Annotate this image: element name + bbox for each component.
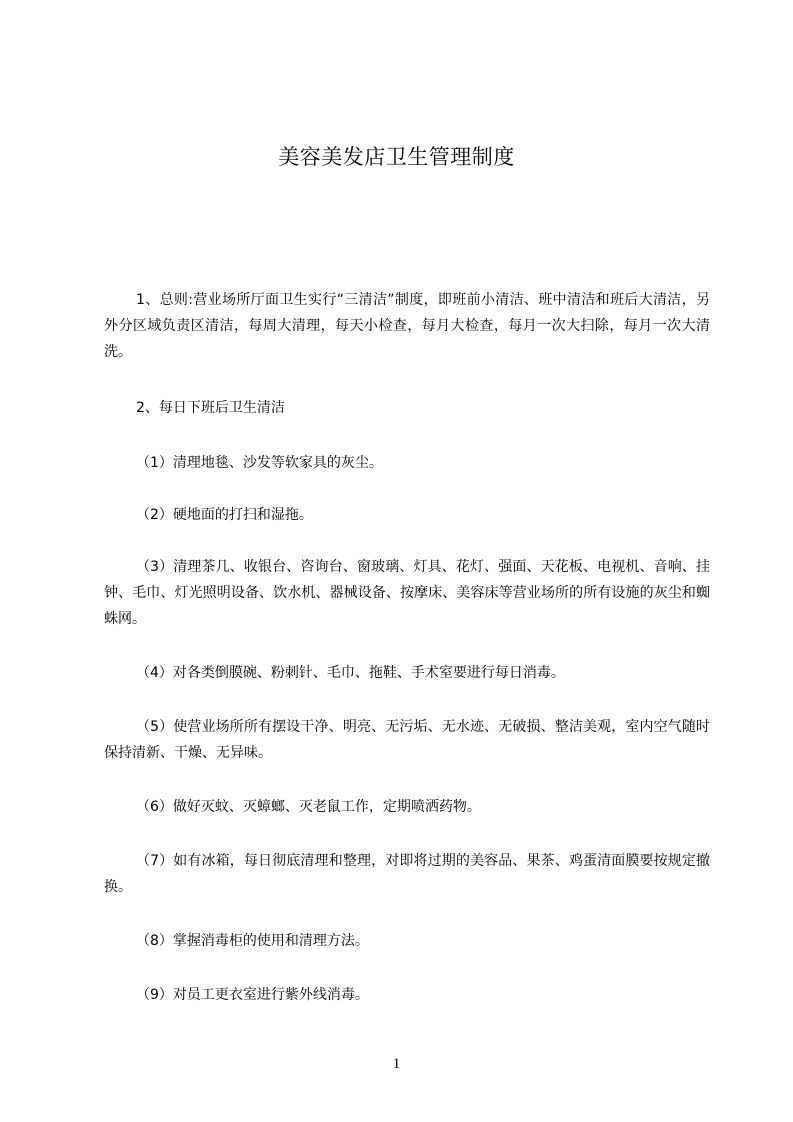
paragraph-item-3: （3）清理茶几、收银台、咨询台、窗玻璃、灯具、花灯、强面、天花板、电视机、音响、挂钟、毛巾、灯光照明设备、饮水机、器械设备、按摩床、美容床等营业场所的所有设施的灰尘和蜘蛛网。: [104, 559, 710, 627]
paragraph-daily-cleaning-heading: 2、每日下班后卫生清洁: [136, 400, 285, 416]
paragraph-item-7: （7）如有冰箱，每日彻底清理和整理，对即将过期的美容品、果茶、鸡蛋清面膜要按规定撤换。: [104, 853, 710, 895]
paragraph-item-9: （9）对员工更衣室进行紫外线消毒。: [136, 987, 369, 1003]
page-number: 1: [392, 1056, 401, 1072]
paragraph-item-1: （1）清理地毯、沙发等软家具的灰尘。: [136, 455, 383, 471]
document-title: 美容美发店卫生管理制度: [278, 145, 515, 169]
paragraph-item-4: （4）对各类倒膜碗、粉刺针、毛巾、拖鞋、手术室要进行每日消毒。: [136, 665, 565, 681]
paragraph-item-6: （6）做好灭蚊、灭蟑螂、灭老鼠工作，定期喷洒药物。: [136, 799, 481, 815]
paragraph-item-2: （2）硬地面的打扫和湿拖。: [136, 507, 313, 523]
paragraph-general-rules: 1、总则:营业场所厅面卫生实行“三清洁”制度，即班前小清洁、班中清洁和班后大清洁，另外分区域负责区清洁，每周大清理，每天小检查，每月大检查，每月一次大扫除，每月一次大清洗。: [104, 292, 710, 360]
paragraph-item-8: （8）掌握消毒柜的使用和清理方法。: [136, 933, 369, 949]
paragraph-item-5: （5）使营业场所所有摆设干净、明亮、无污垢、无水迹、无破损、整洁美观，室内空气随时保持清新、干燥、无异味。: [104, 719, 710, 761]
